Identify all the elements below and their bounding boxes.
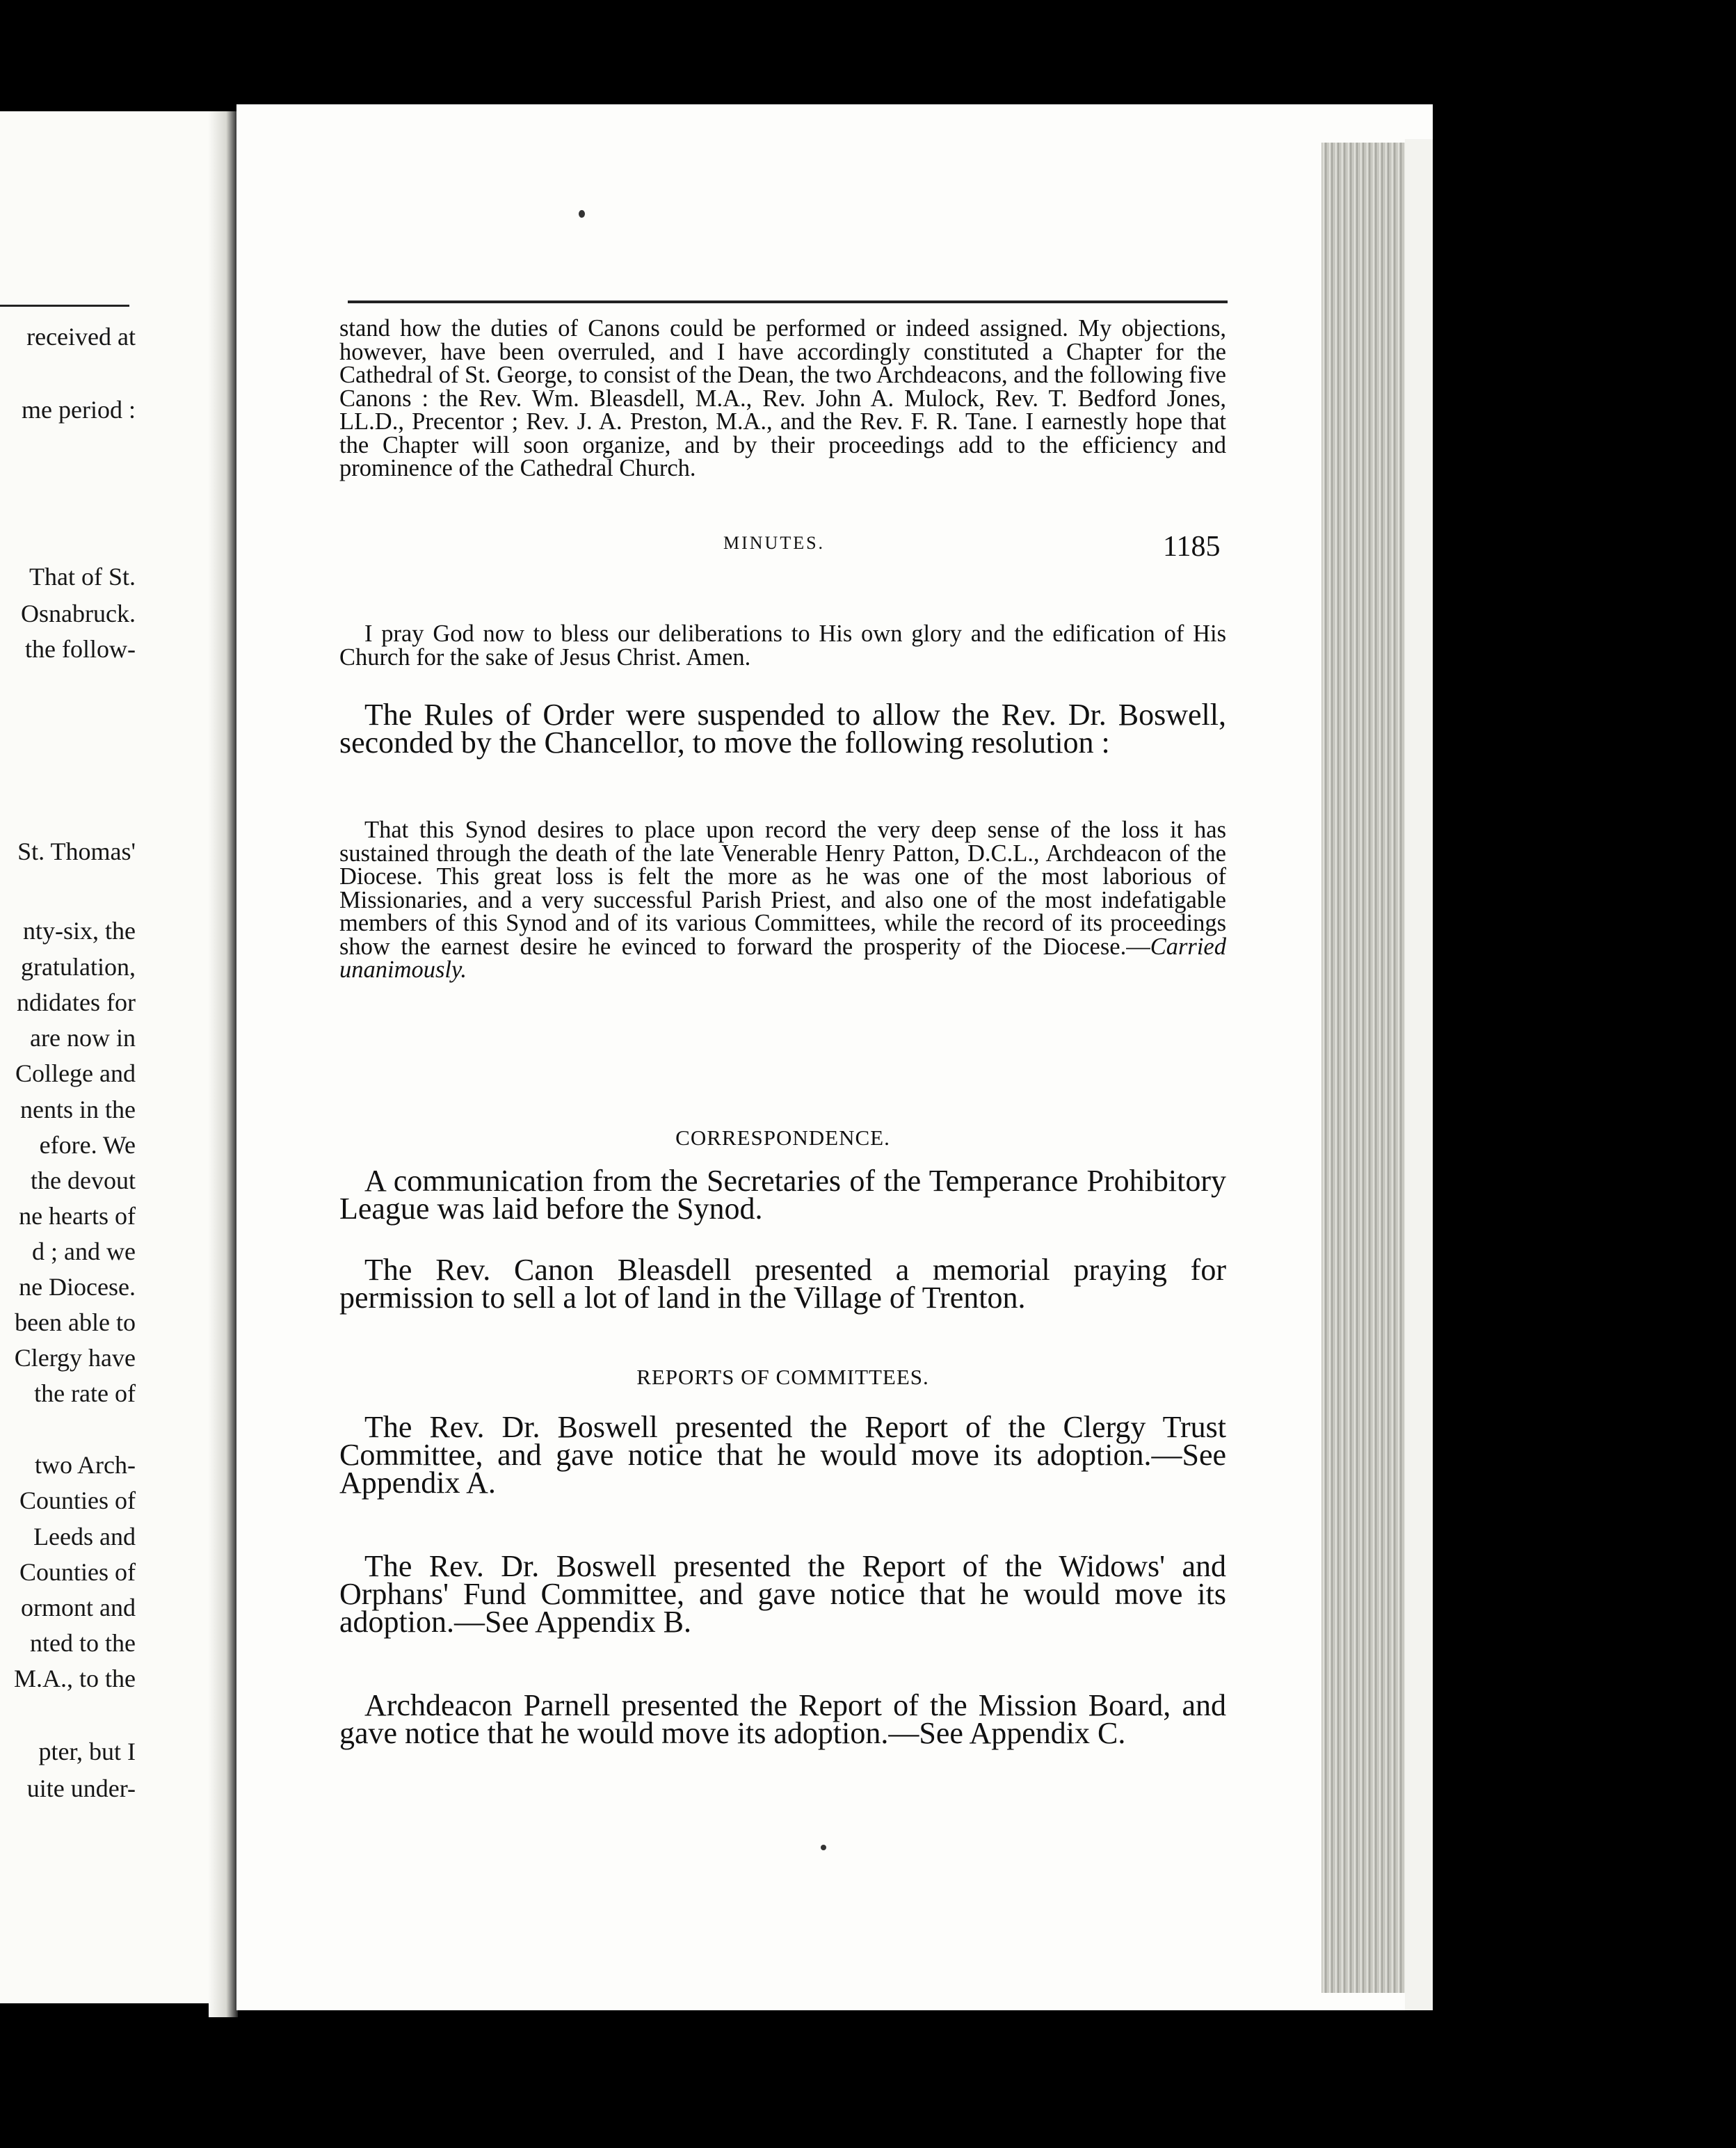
facing-page-line: ne hearts of [19, 1202, 136, 1230]
facing-page-line: efore. We [39, 1131, 136, 1159]
paragraph-memorial: The Rev. Canon Bleasdell presented a memorial praying for permission to sell a lot of land in the Village of Trenton. [339, 1253, 1226, 1315]
facing-page-line: Osnabruck. [21, 600, 136, 627]
facing-page-line: the rate of [34, 1379, 136, 1407]
resolution-outcome: Carried unanimously. [339, 933, 1226, 983]
facing-page-line: the devout [31, 1167, 136, 1194]
page-edges [1321, 143, 1410, 1993]
paragraph-mission-board: Archdeacon Parnell presented the Report of the Mission Board, and gave notice that he would move its adoption.—See Appendix C. [339, 1688, 1226, 1750]
paragraph-rules-suspended: The Rules of Order were suspended to allow the Rev. Dr. Boswell, seconded by the Chancellor, to move the following resolution : [339, 698, 1226, 760]
facing-page-line: M.A., to the [14, 1665, 136, 1692]
page-edges-outer [1405, 139, 1433, 2010]
paragraph-temperance: A communication from the Secretaries of the Temperance Prohibitory League was laid before the Synod. [339, 1164, 1226, 1226]
paragraph-prayer: I pray God now to bless our deliberations to His own glory and the edification of His Church for the sake of Jesus Christ. Amen. [339, 620, 1226, 671]
paragraph-widows-orphans: The Rev. Dr. Boswell presented the Report of the Widows' and Orphans' Fund Committee, and gave notice that he would move its adoption.—See Appendix B. [339, 1549, 1226, 1639]
page-number: 1185 [1163, 531, 1221, 563]
header-rule [348, 300, 1228, 303]
facing-page-line: two Arch- [35, 1451, 136, 1479]
facing-page-line: uite under- [26, 1774, 136, 1802]
resolution-text [339, 819, 1226, 982]
facing-page-line: nted to the [30, 1629, 136, 1657]
facing-page-line: received at [26, 323, 136, 351]
book-gutter [209, 111, 238, 2017]
facing-page-line: been able to [15, 1308, 136, 1336]
paragraph-canons: stand how the duties of Canons could be performed or indeed assigned. My objections, however, have been overruled, and I have accordingly constituted a Chapter for the Cathedral of St. George, to consist of the Dean, the two Archdeacons, and the following five Canons : the Rev. Wm. Bleasdell, M.A., Rev. John A. Mulock, Rev. T. Bedford Jones, LL.D., Precentor ; Rev. J. A. Preston, M.A., and the Rev. F. R. Tane. I earnestly hope that the Chapter will soon organize, and by their proceedings add to the efficiency and prominence of the Cathedral Church. [339, 315, 1226, 481]
facing-page-line: nents in the [20, 1096, 136, 1123]
facing-page-line: St. Thomas' [17, 837, 136, 865]
facing-page-line: ne Diocese. [19, 1273, 136, 1301]
facing-page-line: ndidates for [17, 988, 136, 1016]
facing-page-line: pter, but I [38, 1738, 136, 1765]
resolution-body: That this Synod desires to place upon record the very deep sense of the loss it has sustained through the death of the late Venerable Henry Patton, D.C.L., Archdeacon of the Diocese. This great loss is felt the more as he was one of the most laborious of Missionaries, and a very successful Parish Priest, and also one of the most indefatigable members of this Synod and of its various Committees, while the record of its proceedings show the earnest desire he evinced to forward the prosperity of the Diocese.— [339, 817, 1226, 960]
facing-page-line: d ; and we [32, 1237, 136, 1265]
heading-correspondence: CORRESPONDENCE. [675, 1125, 890, 1150]
paragraph-clergy-trust: The Rev. Dr. Boswell presented the Report of the Clergy Trust Committee, and gave notice that he would move its adoption.—See Appendix A. [339, 1410, 1226, 1500]
facing-page-line: are now in [30, 1024, 136, 1052]
facing-page-line: nty-six, the [23, 917, 136, 945]
facing-page-line: Counties of [19, 1486, 136, 1514]
facing-page-line: gratulation, [21, 953, 136, 981]
facing-page-line: College and [15, 1059, 136, 1087]
ink-speck [579, 210, 585, 218]
heading-reports: REPORTS OF COMMITTEES. [636, 1365, 929, 1389]
facing-page-line: ormont and [21, 1594, 136, 1621]
facing-page-line: Clergy have [14, 1344, 136, 1372]
facing-page-line: me period : [22, 396, 136, 424]
facing-page-line: Leeds and [33, 1523, 136, 1550]
facing-page-line: That of St. [29, 563, 136, 591]
running-title: MINUTES. [723, 533, 826, 553]
facing-page-line: the follow- [25, 635, 136, 663]
facing-page-line: Counties of [19, 1558, 136, 1586]
ink-speck [821, 1845, 826, 1850]
